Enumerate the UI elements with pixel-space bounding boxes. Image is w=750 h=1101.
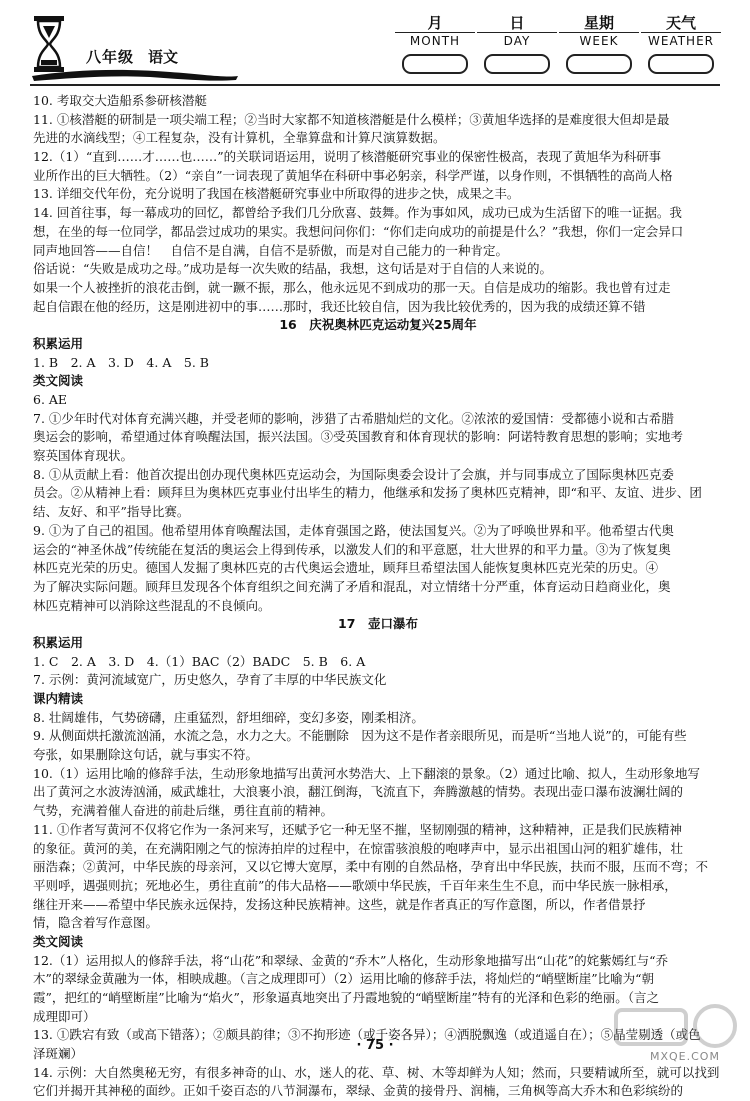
subsection-heading: 类文阅读 — [33, 373, 84, 389]
month-field — [395, 12, 475, 74]
day-field — [477, 12, 557, 74]
text-line: 情，隐含着写作意图。 — [33, 915, 159, 931]
section-title: 17 壶口瀑布 — [338, 616, 418, 632]
text-line: 霞”，把红的“峭壁断崖”比喻为“焰火”，形象逼真地突出了丹霞地貌的“峭壁断崖”特有的光泽和色彩的绝丽。（言之 — [33, 990, 659, 1005]
text-line: 10.（1）运用比喻的修辞手法，生动形象地描写出黄河水势浩大、上下翻滚的景象。（2）通过比喻、拟人，生动形象地写 — [33, 765, 701, 781]
watermark-text: MXQE.COM — [650, 1050, 720, 1063]
month-box — [402, 54, 468, 74]
page-number: · 75 · — [356, 1038, 394, 1053]
text-line: 运会的“神圣休战”传统能在复活的奥运会上得到传承，以激发人们的和平意愿，壮大世界的和平力量。③为了恢复奥 — [33, 541, 671, 557]
text-line: 7. 示例：黄河流域宽广，历史悠久，孕育了丰厚的中华民族文化 — [33, 672, 387, 688]
text-line: 继往开来——希望中华民族永远保持，发扬这种民族精神。这些，就是作者真正的写作意图，所以，作者借景抒 — [33, 896, 646, 912]
text-line: 气势，充满着催人奋进的前赴后继，勇往直前的精神。 — [33, 803, 334, 819]
weather-box — [648, 54, 714, 74]
text-line: 同声地回答——自信！ 自信不是自满，自信不是骄傲，而是对自己能力的一种肯定。 — [33, 242, 509, 258]
text-line: 奥运会的影响，希望通过体育唤醒法国，振兴法国。③受英国教育和体育现状的影响：阿诺特教育思想的影响；实地考 — [33, 429, 684, 445]
text-line: 8. 壮阔雄伟，气势磅礴，庄重猛烈，舒坦细碎，变幻多姿，刚柔相济。 — [33, 709, 424, 725]
day-label: 日 — [509, 14, 525, 32]
answer-content — [33, 92, 723, 1101]
text-line: 13. 详细交代年份，充分说明了我国在核潜艇研究事业中所取得的进步之快，成果之丰。 — [33, 186, 520, 202]
text-line: 9. ①为了自己的祖国。他希望用体育唤醒法国，走体育强国之路，使法国复兴。②为了呼唤世界和平。他希望古代奥 — [33, 522, 674, 538]
text-line: 泽斑斓） — [33, 1046, 84, 1062]
text-line: 1. C 2. A 3. D 4.（1）BAC（2）BADC 5. B 6. A — [33, 653, 366, 669]
text-line: 员会。②从精神上看：顾拜旦为奥林匹克事业付出毕生的精力，他继承和发扬了奥林匹克精神，即“和平、友谊、进步、团 — [33, 485, 702, 501]
date-fields — [395, 12, 725, 82]
text-line: 成理即可） — [33, 1008, 96, 1024]
text-line: 夸张，如果删除这句话，就与事实不符。 — [33, 747, 259, 763]
text-line: 出了黄河之水波涛汹涌，威武雄壮，大浪裹小浪，翻江倒海，飞流直下，奔腾激越的情势。表现出壶口瀑布波澜壮阔的 — [33, 784, 684, 800]
subsection-heading: 积累运用 — [33, 634, 84, 650]
text-line: 它们并揭开其神秘的面纱。正如千姿百态的八节洞瀑布，翠绿、金黄的接骨丹、润楠，三角枫等高大乔木和色彩缤纷的 — [33, 1083, 684, 1099]
text-line: 10. 考取交大造船系参研核潜艇 — [33, 93, 207, 108]
text-line: 为了解决实际问题。顾拜旦发现各个体育组织之间充满了矛盾和混乱，对立情绪十分严重，体育运动日趋商业化，奥 — [33, 578, 671, 594]
text-line: 6. AE — [33, 392, 68, 407]
week-label-en: WEEK — [559, 32, 639, 48]
subsection-heading: 积累运用 — [33, 335, 84, 351]
text-line: 丽浩森；②黄河，中华民族的母亲河，又以它博大宽厚，柔中有刚的自然品格，孕育出中华民族，扶而不服，压而不弯；不 — [33, 859, 709, 875]
day-box — [484, 54, 550, 74]
text-line: 12.（1）运用拟人的修辞手法，将“山花”和翠绿、金黄的“乔木”人格化，生动形象地描写出“山花”的姹紫嫣红与“乔 — [33, 952, 669, 968]
text-line: 业所作出的巨大牺牲。（2）“亲自”一词表现了黄旭华在科研中事必躬亲，科学严谨，以身作则，不惧牺牲的高尚人格 — [33, 167, 673, 183]
section-title: 16 庆祝奥林匹克运动复兴25周年 — [279, 317, 477, 333]
page-header — [0, 0, 750, 86]
text-line: 14. 回首往事，每一幕成功的回忆，都曾给予我们几分欣喜、鼓舞。作为事如风，成功已成为生活留下的唯一证据。我 — [33, 205, 682, 221]
text-line: 9. 从侧面烘托激流汹涌，水流之急，水力之大。不能删除 因为这不是作者亲眼所见，而是听“当地人说”的，可能有些 — [33, 728, 687, 744]
week-label: 星期 — [583, 14, 614, 32]
weather-field — [641, 12, 721, 74]
subsection-heading: 类文阅读 — [33, 933, 84, 949]
subject-label: 语文 — [148, 48, 179, 66]
text-line: 1. B 2. A 3. D 4. A 5. B — [33, 354, 209, 370]
text-line: 7. ①少年时代对体育充满兴趣，并受老师的影响，涉猎了古希腊灿烂的文化。②浓浓的爱国情：受都德小说和古希腊 — [33, 410, 674, 426]
text-line: 11. ①作者写黄河不仅将它作为一条河来写，还赋予它一种无坚不摧，坚韧刚强的精神，这种精神，正是我们民族精神 — [33, 821, 682, 837]
text-line: 林匹克光荣的历史。德国人发掘了奥林匹克的古代奥运会遗址，顾拜旦希望法国人能恢复奥林匹克光荣的历史。④ — [33, 560, 659, 576]
subsection-heading: 课内精读 — [33, 691, 84, 706]
text-line: 12.（1）“直到……才……也……”的关联词语运用，说明了核潜艇研究事业的保密性极高，表现了黄旭华为科研事 — [33, 149, 662, 165]
text-line: 先进的水滴线型；④工程复杂，没有计算机，全靠算盘和计算尺演算数据。 — [33, 130, 446, 146]
text-line: 木”的翠绿金黄融为一体，相映成趣。（言之成理即可）（2）运用比喻的修辞手法，将灿烂的“峭壁断崖”比喻为“朝 — [33, 971, 655, 987]
text-line: 察英国体育现状。 — [33, 448, 134, 464]
weather-label: 天气 — [665, 14, 696, 32]
text-line: 8. ①从贡献上看：他首次提出创办现代奥林匹克运动会，为国际奥委会设计了会旗，并与同事成立了国际奥林匹克委 — [33, 466, 674, 482]
text-line: 的象征。黄河的美，在充满阳刚之气的惊涛拍岸的过程中，在惊雷骇浪般的咆哮声中，显示出祖国山河的粗犷雄伟，壮 — [33, 840, 684, 856]
text-line: 如果一个人被挫折的浪花击倒，就一蹶不振，那么，他永远见不到成功的那一天。自信是成功的缩影。我也曾有过走 — [33, 279, 671, 295]
text-line: 平则呼，遇强则抗；死地必生，勇往直前”的伟大品格——歌颂中华民族，千百年来生生不息，而中华民族一脉相承， — [33, 877, 677, 893]
text-line: 11. ①核潜艇的研制是一项尖端工程；②当时大家都不知道核潜艇是什么模样；③黄旭华选择的是难度很大但却是最 — [33, 111, 670, 127]
month-label: 月 — [427, 14, 443, 32]
weather-label-en: WEATHER — [641, 32, 721, 48]
day-label-en: DAY — [477, 32, 557, 48]
week-field — [559, 12, 639, 74]
brush-stroke-decoration — [30, 64, 240, 84]
grade-label: 八年级 — [86, 48, 135, 66]
text-line: 俗话说：“失败是成功之母。”成功是每一次失败的结晶，我想，这句话是对于自信的人来说的。 — [33, 261, 553, 277]
text-line: 结、友好、和平”指导比赛。 — [33, 504, 190, 520]
month-label-en: MONTH — [395, 32, 475, 48]
text-line: 13. ①跌宕有致（或高下错落）；②颇具韵律；③不拘形迹（或千姿各异）；④洒脱飘逸（或逍遥自在）；⑤晶莹剔透（或色 — [33, 1027, 701, 1043]
text-line: 想，在坐的每一位同学，都品尝过成功的果实。我想问问你们：“你们走向成功的前提是什么？”我想，你们一定会异口 — [33, 223, 684, 239]
text-line: 14. 示例：大自然奥秘无穷，有很多神奇的山、水，迷人的花、草、树、木等却鲜为人知；然而，只要精诚所至，就可以找到 — [33, 1064, 720, 1080]
header-rule — [30, 84, 720, 86]
text-line: 林匹克精神可以消除这些混乱的不良倾向。 — [33, 597, 271, 613]
week-box — [566, 54, 632, 74]
text-line: 起自信跟在他的经历，这是刚进初中的事……那时，我还比较自信，因为我比较优秀的，因为我的成绩还算不错 — [33, 298, 646, 314]
